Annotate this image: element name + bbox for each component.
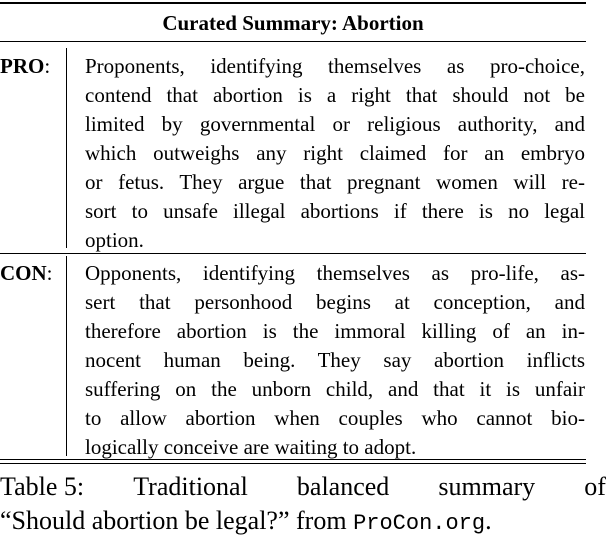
pro-line: sort to unsafe illegal abortions if there is no legal: [85, 199, 585, 223]
caption-line-2: [0, 504, 608, 541]
pro-label-text: PRO: [0, 54, 45, 78]
table-row-rule: [0, 253, 586, 254]
caption-word: summary: [438, 472, 536, 501]
con-line: suffering on the unborn child, and that it is unfair: [85, 377, 585, 401]
table-caption: [0, 470, 608, 541]
con-line: Opponents, identifying themselves as pro-life, as-: [85, 261, 585, 285]
con-label: [0, 259, 53, 288]
con-line: therefore abortion is the immoral killing of an in-: [85, 319, 585, 343]
pro-text: [85, 52, 585, 255]
table-header-rule: [0, 41, 586, 42]
pro-line: limited by governmental or religious authority, and: [85, 112, 585, 136]
table-top-rule: [0, 2, 586, 4]
con-line: nocent human being. They say abortion inflicts: [85, 348, 585, 372]
caption-source: ProCon.org: [353, 511, 486, 536]
caption-line-1: [0, 470, 606, 504]
caption-word: balanced: [296, 472, 390, 501]
caption-word: of: [584, 472, 606, 501]
con-label-text: CON: [0, 261, 47, 285]
pro-line: option.: [85, 228, 144, 252]
pro-line: Proponents, identifying themselves as pro-choice,: [85, 54, 585, 78]
caption-period: .: [485, 506, 492, 535]
con-line: logically conceive are waiting to adopt.: [85, 435, 417, 459]
pro-line: contend that abortion is a right that should not be: [85, 83, 585, 107]
con-column-divider: [66, 256, 67, 456]
con-text: [85, 259, 585, 462]
caption-label: Table 5:: [0, 472, 85, 501]
table-title: Curated Summary: Abortion: [162, 11, 424, 35]
con-label-colon: :: [46, 261, 53, 285]
pro-line: which outweighs any right claimed for an embryo: [85, 141, 585, 165]
caption-word: Traditional: [133, 472, 248, 501]
table-bottom-rule-2: [0, 463, 586, 464]
table-bottom-rule-1: [0, 459, 586, 460]
pro-line: or fetus. They argue that pregnant women will re-: [85, 170, 585, 194]
pro-column-divider: [66, 48, 67, 248]
pro-label-colon: :: [44, 54, 51, 78]
caption-question: “Should abortion be legal?” from: [0, 506, 354, 535]
con-line: to allow abortion when couples who cannot bio-: [85, 406, 585, 430]
pro-label: [0, 52, 50, 81]
con-line: sert that personhood begins at conception, and: [85, 290, 585, 314]
